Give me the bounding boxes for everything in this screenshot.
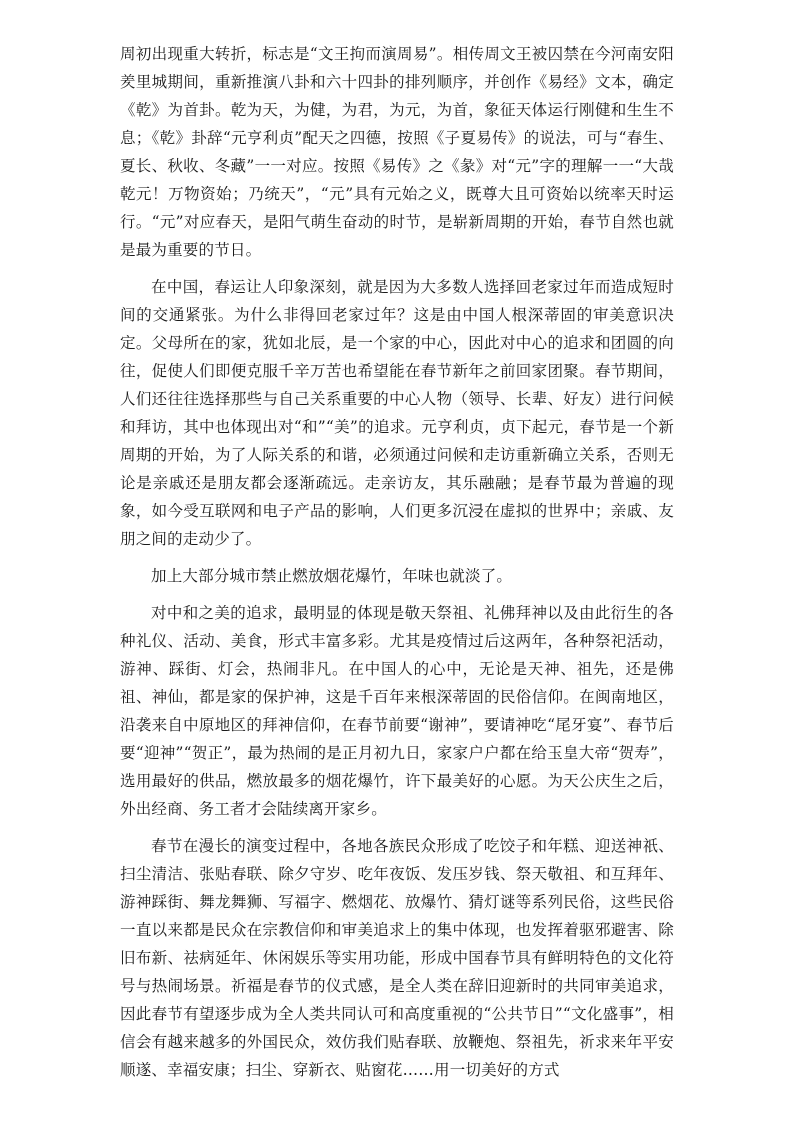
paragraph-folk-customs: 春节在漫长的演变过程中，各地各族民众形成了吃饺子和年糕、迎送神祇、扫尘清洁、张贴春联、除夕守岁、吃年夜饭、发压岁钱、祭天敬祖、和互拜年、游神踩街、舞龙舞狮、写福字、燃烟花、放爆竹、猜灯谜等系列民俗，这些民俗一直以来都是民众在宗教信仰和审美追求上的集中体现，也发挥着驱邪避害、除旧布新、祛病延年、休闲娱乐等实用功能，形成中国春节具有鲜明特色的文化符号与热闹场景。祈福是春节的仪式感，是全人类在辞旧迎新时的共同审美追求，因此春节有望逐步成为全人类共同认可和高度重视的“公共节日”“文化盛事”，相信会有越来越多的外国民众，效仿我们贴春联、放鞭炮、祭祖先，祈求来年平安顺遂、幸福安康；扫尘、穿新衣、贴窗花……用一切美好的方式 — [120, 837, 674, 1079]
paragraph-fireworks-ban: 加上大部分城市禁止燃放烟花爆竹，年味也就淡了。 — [151, 567, 513, 585]
paragraph-spring-travel: 在中国，春运让人印象深刻，就是因为大多数人选择回老家过年而造成短时间的交通紧张。为什么非得回老家过年？这是由中国人根深蒂固的审美意识决定。父母所在的家，犹如北辰，是一个家的中心，因此对中心的追求和团圆的向往，促使人们即便克服千辛万苦也希望能在春节新年之前回家团聚。春节期间，人们还往往选择那些与自己关系重要的中心人物（领导、长辈、好友）进行问候和拜访，其中也体现出对“和”“美”的追求。元亨利贞，贞下起元，春节是一个新周期的开始，为了人际关系的和谐，必须通过问候和走访重新确立关系，否则无论是亲戚还是朋友都会逐渐疏远。走亲访友，其乐融融；是春节最为普遍的现象，如今受互联网和电子产品的影响，人们更多沉浸在虚拟的世界中；亲戚、友朋之间的走动少了。 — [120, 278, 674, 548]
paragraph-origin-of-spring-festival: 周初出现重大转折，标志是“文王拘而演周易”。相传周文王被囚禁在今河南安阳羑里城期间，重新推演八卦和六十四卦的排列顺序，并创作《易经》文本，确定《乾》为首卦。乾为天，为健，为君，为元，为首，象征天体运行刚健和生生不息；《乾》卦辞“元亨利贞”配天之四德，按照《子夏易传》的说法，可与“春生、夏长、秋收、冬藏”一一对应。按照《易传》之《彖》对“元”字的理解一一“大哉乾元！万物资始；乃统天”，“元”具有元始之义，既尊大且可资始以统率天时运行。“元”对应春天，是阳气萌生奋动的时节，是崭新周期的开始，春节自然也就是最为重要的节日。 — [120, 45, 674, 259]
document-page — [120, 40, 674, 1093]
paragraph-worship-customs: 对中和之美的追求，最明显的体现是敬天祭祖、礼佛拜神以及由此衍生的各种礼仪、活动、美食，形式丰富多彩。尤其是疫情过后这两年，各种祭祀活动，游神、踩街、灯会，热闹非凡。在中国人的心中，无论是天神、祖先，还是佛祖、神仙，都是家的保护神，这是千百年来根深蒂固的民俗信仰。在闽南地区，沿袭来自中原地区的拜神信仰，在春节前要“谢神”，要请神吃“尾牙宴”、春节后要“迎神”“贺正”，最为热闹的是正月初九日，家家户户都在给玉皇大帝“贺寿”，选用最好的供品，燃放最多的烟花爆竹，许下最美好的心愿。为天公庆生之后，外出经商、务工者才会陆续离开家乡。 — [120, 604, 674, 818]
